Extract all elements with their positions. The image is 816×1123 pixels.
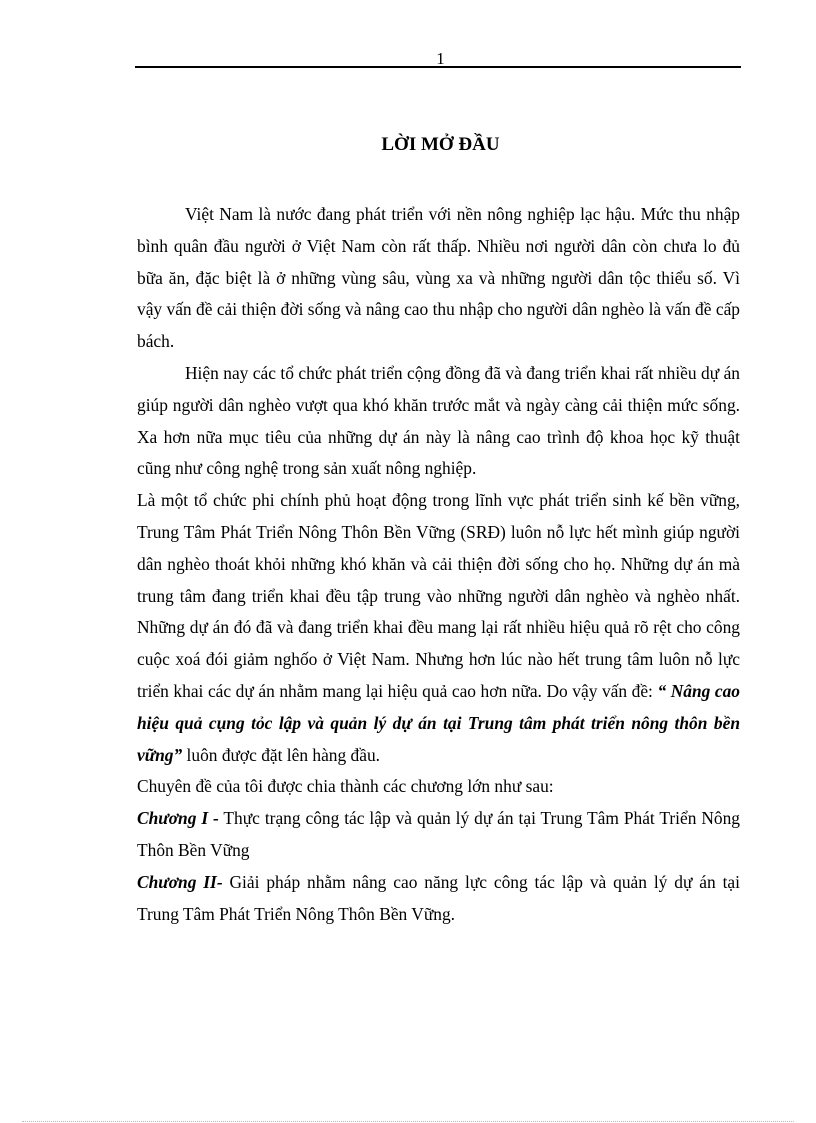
- chapter-text: Giải pháp nhằm nâng cao năng lực công tác lập và quản lý dự án tại Trung Tâm Phát Triển Nông Thôn Bền Vững.: [137, 871, 740, 924]
- page-number: 1: [436, 49, 445, 68]
- page-title: LỜI MỞ ĐẦU: [381, 134, 500, 155]
- chapter-label: Chương II-: [137, 871, 223, 892]
- topic-title: “ Nâng cao hiệu quả cụng tỏc lập và quản lý dự án tại Trung tâm phát triển nông thôn bền vững”: [137, 680, 740, 765]
- chapter-text: Thực trạng công tác lập và quản lý dự án tại Trung Tâm Phát Triển Nông Thôn Bền Vững: [137, 808, 740, 860]
- chapter-item: [137, 867, 740, 931]
- header-rule: [135, 66, 741, 68]
- paragraph-2: Hiện nay các tổ chức phát triển cộng đồng đã và đang triển khai rất nhiều dự án giúp người dân nghèo vượt qua khó khăn trước mắt và ngày càng cải thiện mức sống. Xa hơn nữa mục tiêu của những dự án này là nâng cao trình độ khoa học kỹ thuật cũng như công nghệ trong sản xuất nông nghiệp.: [137, 362, 740, 479]
- intro-line: Chuyên đề của tôi được chia thành các chương lớn như sau:: [137, 776, 554, 797]
- paragraph-3: [137, 485, 740, 771]
- footer-rule: [22, 1121, 794, 1122]
- chapter-label: Chương I -: [137, 808, 219, 829]
- document-body: [137, 199, 740, 930]
- paragraph-3-tail: luôn được đặt lên hàng đầu.: [182, 744, 380, 765]
- paragraph-3-text: Là một tổ chức phi chính phủ hoạt động trong lĩnh vực phát triển sinh kế bền vững, Trung Tâm Phát Triển Nông Thôn Bền Vững (SRĐ) luôn nỗ lực hết mình giúp người dân nghèo thoát khỏi những khó khăn và cải thiện đời sống cho họ. Những dự án mà trung tâm đang triển khai đều tập trung vào những người dân nghèo và nghèo nhất. Những dự án đó đã và đang triển khai đều mang lại rất nhiều hiệu quả rõ rệt cho công cuộc xoá đói giảm nghốo ở Việt Nam. Nhưng hơn lúc nào hết trung tâm luôn nỗ lực triển khai các dự án nhằm mang lại hiệu quả cao hơn nữa. Do vậy vấn đề:: [137, 490, 740, 701]
- paragraph-1: Việt Nam là nước đang phát triển với nền nông nghiệp lạc hậu. Mức thu nhập bình quân đầu người ở Việt Nam còn rất thấp. Nhiều nơi người dân còn chưa lo đủ bữa ăn, đặc biệt là ở những vùng sâu, vùng xa và những người dân tộc thiểu số. Vì vậy vấn đề cải thiện đời sống và nâng cao thu nhập cho người dân nghèo là vấn đề cấp bách.: [137, 204, 740, 352]
- chapter-item: [137, 803, 740, 867]
